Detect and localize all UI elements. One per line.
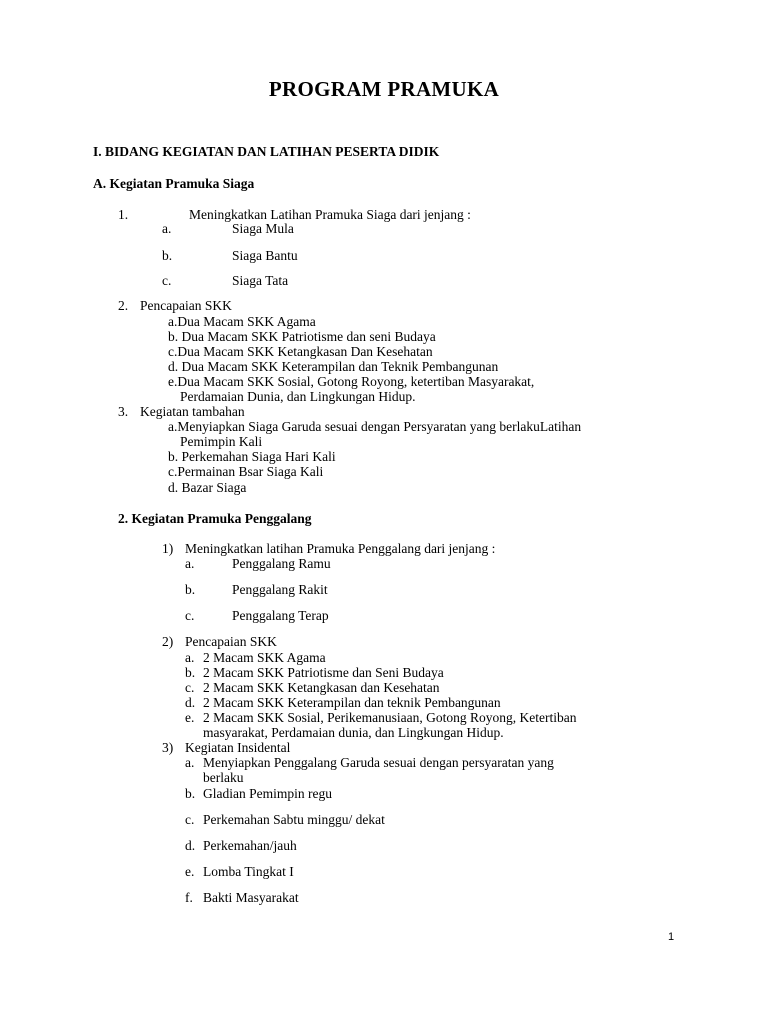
list-letter: a. bbox=[162, 221, 172, 236]
list-letter: d. bbox=[185, 838, 196, 853]
list-letter: f. bbox=[185, 890, 193, 905]
list-letter: e. bbox=[185, 710, 195, 725]
page-title: PROGRAM PRAMUKA bbox=[268, 77, 500, 101]
list-letter: c. bbox=[185, 680, 195, 695]
list-item-text: a.Menyiapkan Siaga Garuda sesuai dengan Persyaratan yang berlakuLatihan bbox=[168, 419, 582, 434]
list-number: 1. bbox=[118, 207, 129, 222]
list-item-text: Gladian Pemimpin regu bbox=[203, 786, 332, 801]
list-item-text: 2 Macam SKK Keterampilan dan teknik Pembangunan bbox=[203, 695, 501, 710]
list-item-text: 2 Macam SKK Ketangkasan dan Kesehatan bbox=[203, 680, 440, 695]
list-letter: e. bbox=[185, 864, 195, 879]
list-letter: a. bbox=[185, 650, 195, 665]
list-number: 3) bbox=[162, 740, 174, 755]
list-letter: d. bbox=[185, 695, 196, 710]
list-number: 3. bbox=[118, 404, 129, 419]
list-item-text: Meningkatkan Latihan Pramuka Siaga dari jenjang : bbox=[189, 207, 471, 222]
list-letter: c. bbox=[185, 812, 195, 827]
list-item-text: Siaga Tata bbox=[232, 273, 289, 288]
list-item-text: Penggalang Terap bbox=[232, 608, 329, 623]
list-item-text: masyarakat, Perdamaian dunia, dan Lingkungan Hidup. bbox=[203, 725, 504, 740]
list-item-text: Penggalang Rakit bbox=[232, 582, 328, 597]
list-item-text: 2 Macam SKK Patriotisme dan Seni Budaya bbox=[203, 665, 444, 680]
page-number: 1 bbox=[668, 931, 675, 943]
list-letter: b. bbox=[185, 786, 196, 801]
list-item-text: Pemimpin Kali bbox=[180, 434, 263, 449]
section-heading: I. BIDANG KEGIATAN DAN LATIHAN PESERTA DIDIK bbox=[93, 144, 440, 159]
list-letter: c. bbox=[185, 608, 195, 623]
list-item-text: b. Perkemahan Siaga Hari Kali bbox=[168, 449, 336, 464]
list-item-text: Lomba Tingkat I bbox=[203, 864, 294, 879]
list-item-text: Siaga Bantu bbox=[232, 248, 298, 263]
list-letter: b. bbox=[162, 248, 173, 263]
list-item-text: berlaku bbox=[203, 770, 244, 785]
list-letter: a. bbox=[185, 755, 195, 770]
list-letter: b. bbox=[185, 582, 196, 597]
list-number: 2. bbox=[118, 298, 129, 313]
list-item-text: Kegiatan tambahan bbox=[140, 404, 245, 419]
list-letter: a. bbox=[185, 556, 195, 571]
list-item-text: Pencapaian SKK bbox=[185, 634, 277, 649]
list-item-text: Menyiapkan Penggalang Garuda sesuai dengan persyaratan yang bbox=[203, 755, 554, 770]
list-item-text: b. Dua Macam SKK Patriotisme dan seni Budaya bbox=[168, 329, 436, 344]
list-item-text: c.Permainan Bsar Siaga Kali bbox=[168, 464, 324, 479]
list-item-text: Perkemahan/jauh bbox=[203, 838, 297, 853]
subsection-heading-penggalang: 2. Kegiatan Pramuka Penggalang bbox=[118, 511, 312, 526]
list-letter: c. bbox=[162, 273, 172, 288]
list-number: 1) bbox=[162, 541, 174, 556]
list-item-text: Bakti Masyarakat bbox=[203, 890, 299, 905]
list-item-text: Siaga Mula bbox=[232, 221, 294, 236]
subsection-heading-siaga: A. Kegiatan Pramuka Siaga bbox=[93, 176, 255, 191]
list-number: 2) bbox=[162, 634, 174, 649]
list-item-text: Meningkatkan latihan Pramuka Penggalang dari jenjang : bbox=[185, 541, 496, 556]
list-item-text: d. Bazar Siaga bbox=[168, 480, 247, 495]
list-item-text: Perkemahan Sabtu minggu/ dekat bbox=[203, 812, 385, 827]
list-item-text: 2 Macam SKK Sosial, Perikemanusiaan, Gotong Royong, Ketertiban bbox=[203, 710, 577, 725]
list-item-text: d. Dua Macam SKK Keterampilan dan Teknik Pembangunan bbox=[168, 359, 499, 374]
list-item-text: Pencapaian SKK bbox=[140, 298, 232, 313]
list-letter: b. bbox=[185, 665, 196, 680]
list-item-text: Kegiatan Insidental bbox=[185, 740, 291, 755]
list-item-text: e.Dua Macam SKK Sosial, Gotong Royong, ketertiban Masyarakat, bbox=[168, 374, 535, 389]
list-item-text: c.Dua Macam SKK Ketangkasan Dan Kesehatan bbox=[168, 344, 433, 359]
list-item-text: a.Dua Macam SKK Agama bbox=[168, 314, 316, 329]
list-item-text: 2 Macam SKK Agama bbox=[203, 650, 326, 665]
list-item-text: Perdamaian Dunia, dan Lingkungan Hidup. bbox=[180, 389, 416, 404]
list-item-text: Penggalang Ramu bbox=[232, 556, 331, 571]
